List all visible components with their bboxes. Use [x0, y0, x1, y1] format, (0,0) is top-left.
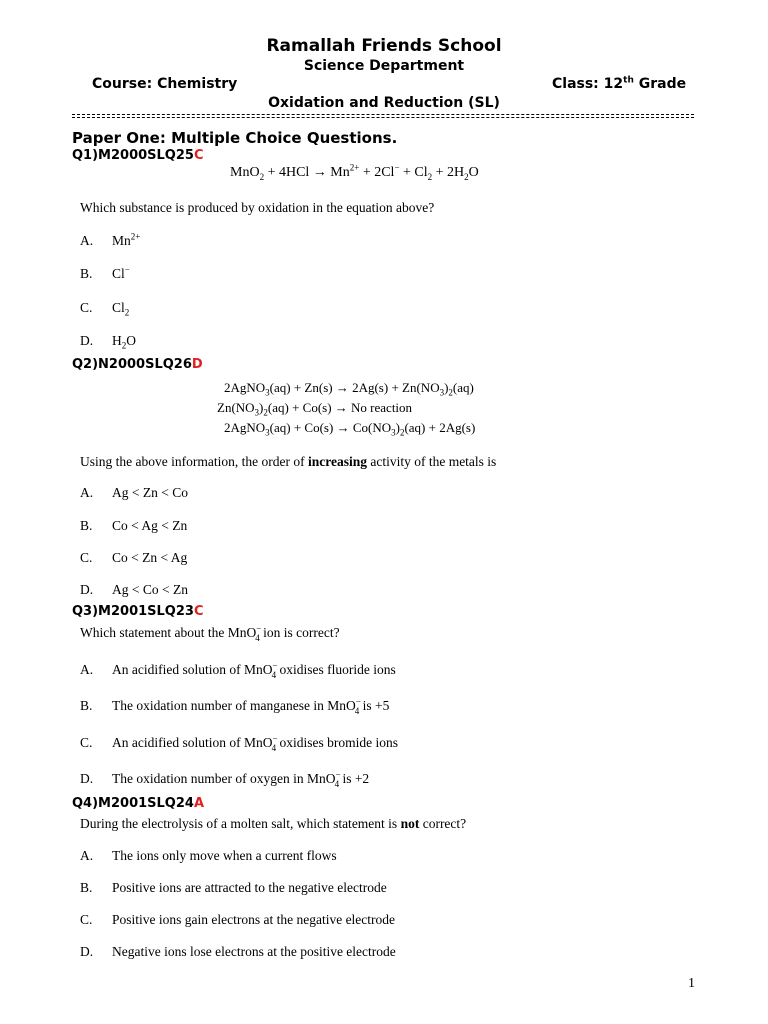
- option-text: Co < Zn < Ag: [112, 550, 188, 565]
- question-code: Q4)M2001SLQ24A: [72, 796, 205, 811]
- option-text: Negative ions lose electrons at the positive electrode: [112, 944, 396, 959]
- section-title: Paper One: Multiple Choice Questions.: [72, 129, 398, 147]
- option-letter: C.: [80, 550, 93, 565]
- option-letter: A.: [80, 233, 94, 248]
- option-letter: D.: [80, 333, 94, 348]
- option-letter: B.: [80, 698, 93, 713]
- option-letter: C.: [80, 735, 93, 750]
- option-text: The oxidation number of manganese in MnO−$_4$ is +5: [112, 696, 390, 716]
- divider: [72, 117, 694, 118]
- option-text: Ag < Zn < Co: [112, 485, 188, 500]
- option-letter: D.: [80, 582, 94, 597]
- course-label: Course: Chemistry: [92, 76, 238, 92]
- question-code: Q1)M2000SLQ25C: [72, 148, 204, 163]
- option-letter: B.: [80, 266, 93, 281]
- question-code: Q2)N2000SLQ26D: [72, 357, 203, 372]
- class-label: Class: 12th Grade: [552, 75, 687, 92]
- question-code: Q3)M2001SLQ23C: [72, 604, 204, 619]
- option-text: Positive ions gain electrons at the negative electrode: [112, 912, 396, 927]
- equation: 2AgNO$_3$(aq) + $Zn(s) \to 2Ag(s) + Zn(NO_3)_2(aq)$: [224, 380, 474, 398]
- option-text: The ions only move when a current flows: [112, 848, 337, 863]
- option-text: An acidified solution of MnO−$_4$ oxidises fluoride ions: [112, 660, 396, 680]
- option-letter: C.: [80, 912, 93, 927]
- option-text: Cl−: [112, 264, 130, 281]
- option-text: $H_2O$: [112, 333, 136, 351]
- option-text: $Cl_2$: [112, 300, 130, 318]
- equation: 2AgNO$_3$(aq) + $Co(s) \to Co(NO_3)_2(aq) + 2Ag(s)$: [224, 420, 476, 438]
- option-text: Co < Ag < Zn: [112, 518, 188, 533]
- option-letter: D.: [80, 944, 94, 959]
- question-stem: Which substance is produced by oxidation in the equation above?: [80, 200, 435, 215]
- equation: $MnO_2 + 4HCl \to Mn^{2+} + 2Cl^- + Cl_2 + 2H_2O$: [230, 162, 479, 182]
- question-stem: During the electrolysis of a molten salt, which statement is not correct?: [80, 816, 467, 831]
- option-text: The oxidation number of oxygen in MnO−$_4$ is +2: [112, 769, 370, 789]
- option-letter: A.: [80, 848, 94, 863]
- option-text: An acidified solution of MnO−$_4$ oxidises bromide ions: [112, 733, 398, 753]
- answer-key: A: [193, 796, 205, 811]
- divider: [72, 114, 694, 115]
- page-number: 1: [688, 976, 695, 991]
- option-letter: C.: [80, 300, 93, 315]
- equation: $Zn(NO_3)_2(aq) + Co(s) \to No$ reaction: [217, 400, 413, 418]
- option-text: Positive ions are attracted to the negative electrode: [112, 880, 387, 895]
- question-stem: Using the above information, the order of increasing activity of the metals is: [80, 454, 497, 469]
- option-letter: B.: [80, 518, 93, 533]
- answer-key: C: [193, 604, 204, 619]
- answer-key: D: [191, 357, 203, 372]
- option-letter: D.: [80, 771, 94, 786]
- topic-title: Oxidation and Reduction (SL): [268, 95, 500, 111]
- option-text: $Mn^{2+}$: [112, 231, 141, 248]
- option-letter: A.: [80, 485, 94, 500]
- option-letter: B.: [80, 880, 93, 895]
- school-name: Ramallah Friends School: [266, 36, 502, 56]
- question-stem: Which statement about the MnO−$_4$ ion is correct?: [80, 623, 340, 643]
- option-letter: A.: [80, 662, 94, 677]
- answer-key: C: [193, 148, 204, 163]
- department-name: Science Department: [303, 58, 465, 74]
- option-text: Ag < Co < Zn: [112, 582, 188, 597]
- permanganate-formula: MnO−$_4$: [227, 623, 262, 643]
